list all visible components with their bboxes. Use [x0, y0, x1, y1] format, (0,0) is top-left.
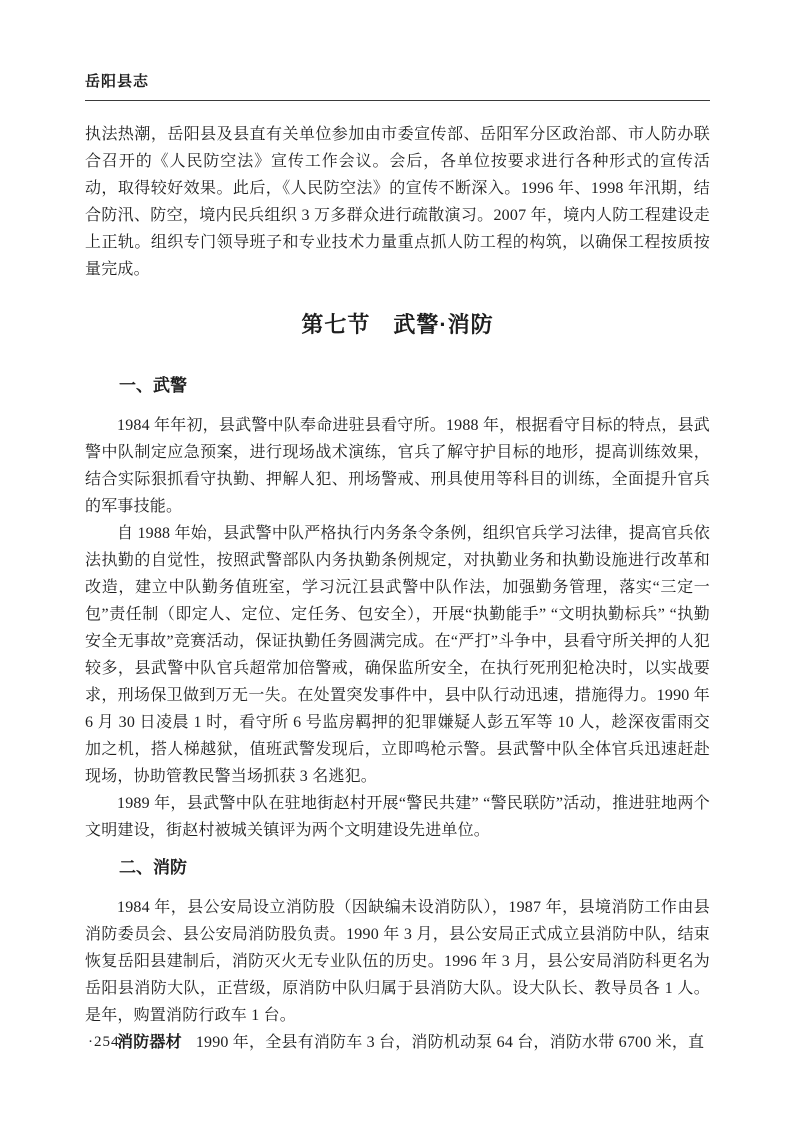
page-header [85, 70, 710, 101]
subsection-heading-xiaofang: 二、消防 [119, 858, 187, 877]
wujing-paragraph-1: 1984 年年初，县武警中队奉命进驻县看守所。1988 年，根据看守目标的特点，县武警中队制定应急预案，进行现场战术演练，官兵了解守护目标的地形，提高训练效果，结合实际狠抓看守执勤、押解人犯、刑场警戒、刑具使用等科目的训练，全面提升官兵的军事技能。 [85, 417, 710, 515]
xiaofang-paragraph-1: 1984 年，县公安局设立消防股（因缺编未设消防队），1987 年，县境消防工作由县消防委员会、县公安局消防股负责。1990 年 3 月，县公安局正式成立县消防中队，结束恢复岳阳县建制后，消防灭火无专业队伍的历史。1996 年 3 月，县公安局消防科更名为岳阳县消防大队，正营级，原消防中队归属于县消防大队。设大队长、教导员各 1 人。是年，购置消防行政车 1 台。 [85, 899, 710, 1024]
running-head-book-title: 岳阳县志 [85, 73, 150, 90]
page-number: ·254· [88, 1034, 126, 1050]
term-text: 1990 年，全县有消防车 3 台，消防机动泵 64 台，消防水带 6700 米，直 [195, 1034, 705, 1051]
subsection-heading-wujing: 一、武警 [119, 376, 187, 395]
running-text-paragraph: 执法热潮，岳阳县及县直有关单位参加由市委宣传部、岳阳军分区政治部、市人防办联合召开的《人民防空法》宣传工作会议。会后，各单位按要求进行各种形式的宣传活动，取得较好效果。此后，《人民防空法》的宣传不断深入。1996 年、1998 年汛期，结合防汛、防空，境内民兵组织 3 万多群众进行疏散演习。2007 年，境内人防工程建设走上正轨。组织专门领导班子和专业技术力量重点抓人防工程的构筑，以确保工程按质按量完成。 [85, 126, 710, 278]
page-footer [88, 1030, 126, 1054]
wujing-paragraph-2: 自 1988 年始，县武警中队严格执行内务条令条例，组织官兵学习法律，提高官兵依法执勤的自觉性，按照武警部队内务执勤条例规定，对执勤业务和执勤设施进行改革和改造，建立中队勤务值班室，学习沅江县武警中队作法，加强勤务管理，落实“三定一包”责任制（即定人、定位、定任务、包安全），开展“执勤能手” “文明执勤标兵” “执勤安全无事故”竞赛活动，保证执勤任务圆满完成。在“严打”斗争中，县看守所关押的人犯较多，县武警中队官兵超常加倍警戒，确保监所安全，在执行死刑犯枪决时，以实战要求，刑场保卫做到万无一失。在处置突发事件中，县中队行动迅速，措施得力。1990 年 6 月 30 日凌晨 1 时，看守所 6 号监房羁押的犯罪嫌疑人彭五军等 10 人，趁深夜雷雨交加之机，搭人梯越狱，值班武警发现后，立即鸣枪示警。县武警中队全体官兵迅速赶赴现场，协助管教民警当场抓获 3 名逃犯。 [85, 525, 710, 785]
wujing-paragraph-3: 1989 年，县武警中队在驻地街赵村开展“警民共建” “警民联防”活动，推进驻地两个文明建设，街赵村被城关镇评为两个文明建设先进单位。 [85, 795, 710, 839]
xiaofang-term-paragraph [85, 1029, 710, 1056]
term-label: 消防器材 [117, 1034, 182, 1051]
section-title: 第七节 武警·消防 [301, 312, 494, 337]
